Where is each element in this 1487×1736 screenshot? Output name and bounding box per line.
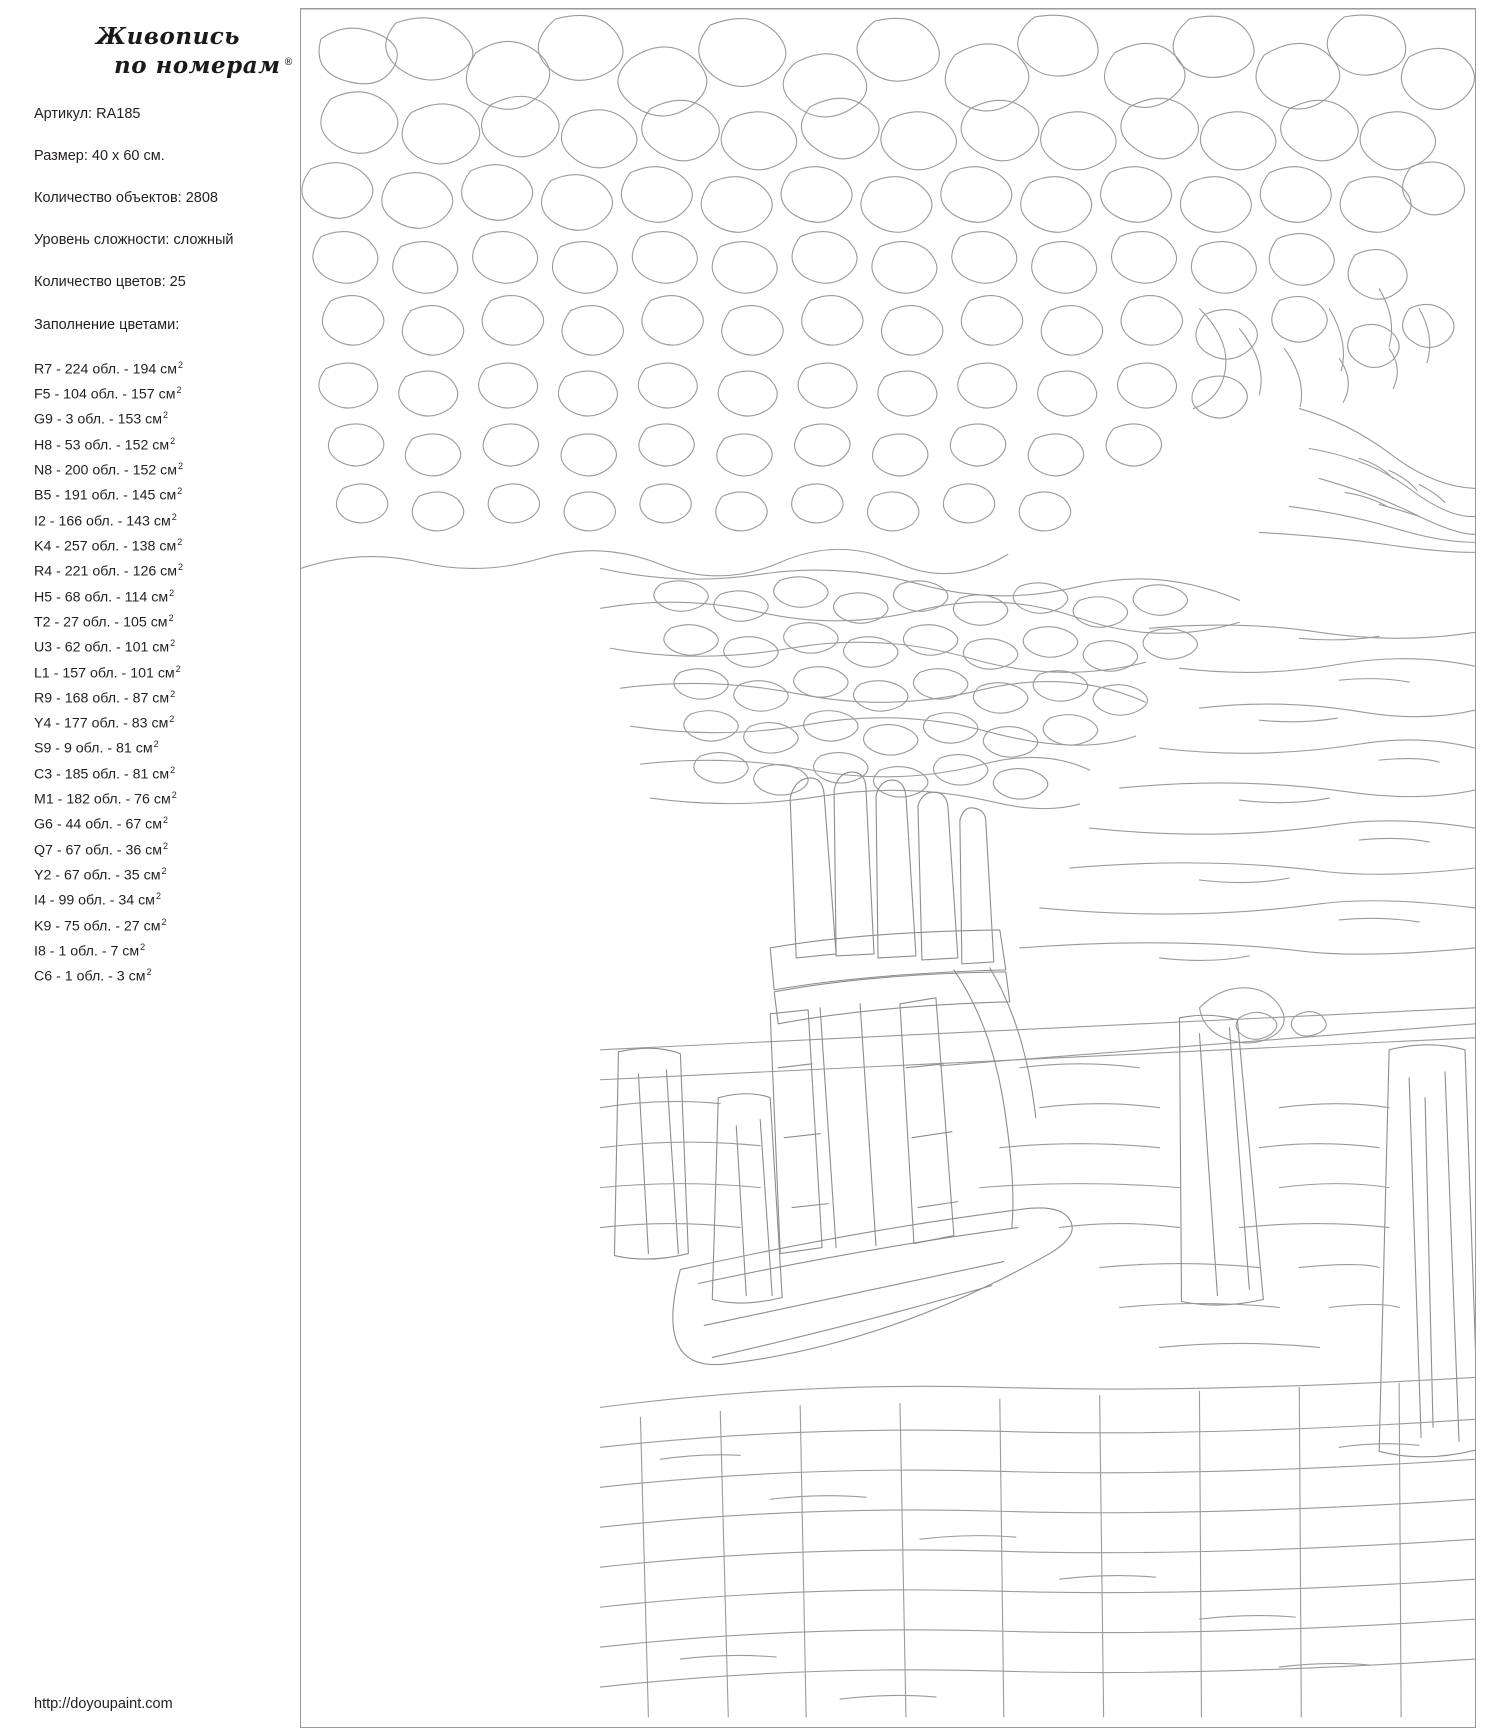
water-surface — [1020, 625, 1475, 960]
brand-logo — [34, 22, 320, 81]
color-legend-unit: 2 — [140, 942, 146, 953]
color-fill-title: Заполнение цветами: — [34, 316, 180, 333]
color-legend-item — [34, 583, 320, 608]
color-legend-unit: 2 — [170, 638, 176, 649]
dock-deck — [600, 1377, 1475, 1717]
color-legend-unit: 2 — [178, 562, 184, 573]
shore-texture — [600, 1064, 1399, 1348]
color-legend-item — [34, 532, 320, 557]
color-legend-text: M1 - 182 обл. - 76 см — [34, 791, 171, 808]
color-legend-text: C6 - 1 обл. - 3 см — [34, 969, 146, 986]
color-legend-unit: 2 — [177, 486, 183, 497]
color-legend-text: G9 - 3 обл. - 153 см — [34, 411, 163, 428]
meta-article: Артикул: RA185 — [34, 105, 141, 122]
info-sidebar — [0, 0, 330, 1736]
color-legend-unit: 2 — [175, 663, 181, 674]
color-legend-text: F5 - 104 обл. - 157 см — [34, 386, 176, 403]
color-legend-unit: 2 — [178, 460, 184, 471]
color-legend-text: B5 - 191 обл. - 145 см — [34, 487, 177, 504]
color-legend-item — [34, 886, 320, 911]
brand-line-2: по номерам — [114, 52, 281, 80]
color-legend-unit: 2 — [171, 790, 177, 801]
brand-line-1: Живопись — [96, 23, 240, 50]
artwork-canvas — [300, 8, 1476, 1728]
color-legend-item — [34, 380, 320, 405]
color-legend-unit: 2 — [153, 739, 159, 750]
color-legend-unit: 2 — [163, 815, 169, 826]
color-legend-item — [34, 608, 320, 633]
color-legend-list — [34, 355, 320, 988]
color-legend-unit: 2 — [146, 967, 152, 978]
color-legend-unit: 2 — [178, 359, 184, 370]
meta-colors-count: Количество цветов: 25 — [34, 273, 186, 290]
color-legend-unit: 2 — [171, 511, 177, 522]
color-legend-item — [34, 937, 320, 962]
color-legend-text: U3 - 62 обл. - 101 см — [34, 639, 170, 656]
color-legend-item — [34, 912, 320, 937]
color-legend-item — [34, 861, 320, 886]
color-legend-text: Y2 - 67 обл. - 35 см — [34, 867, 161, 884]
adirondack-chair — [770, 772, 1036, 1253]
color-legend-text: Q7 - 67 обл. - 36 см — [34, 842, 163, 859]
color-legend-item — [34, 709, 320, 734]
color-legend-unit: 2 — [163, 840, 169, 851]
color-legend-unit: 2 — [170, 688, 176, 699]
dock-post-center — [1180, 1015, 1264, 1305]
color-legend-text: S9 - 9 обл. - 81 см — [34, 741, 153, 758]
color-legend-item — [34, 684, 320, 709]
color-legend-unit: 2 — [161, 916, 167, 927]
meta-size: Размер: 40 x 60 см. — [34, 147, 165, 164]
chair-front-leg — [770, 1010, 822, 1254]
meta-objects: Количество объектов: 2808 — [34, 189, 218, 206]
color-legend-item — [34, 734, 320, 759]
color-legend-text: I4 - 99 обл. - 34 см — [34, 893, 155, 910]
color-legend-text: L1 - 157 обл. - 101 см — [34, 665, 175, 682]
color-legend-unit: 2 — [163, 410, 169, 421]
dock-post-right — [1379, 1045, 1475, 1457]
rocky-bank — [600, 568, 1239, 808]
color-legend-text: I8 - 1 обл. - 7 см — [34, 943, 140, 960]
background-shore — [1259, 409, 1475, 553]
color-legend-text: R7 - 224 обл. - 194 см — [34, 361, 178, 378]
color-legend-item — [34, 456, 320, 481]
color-legend-unit: 2 — [169, 714, 175, 725]
color-legend-text: C3 - 185 обл. - 81 см — [34, 766, 170, 783]
color-legend-text: I2 - 166 обл. - 143 см — [34, 513, 171, 530]
color-legend-unit: 2 — [176, 384, 182, 395]
color-legend-text: R4 - 221 обл. - 126 см — [34, 563, 178, 580]
meta-difficulty: Уровень сложности: сложный — [34, 231, 234, 248]
color-legend-item — [34, 760, 320, 785]
foliage-canopy — [301, 9, 1475, 576]
color-legend-unit: 2 — [177, 536, 183, 547]
color-legend-item — [34, 836, 320, 861]
canoe — [673, 1208, 1072, 1365]
color-legend-text: K4 - 257 обл. - 138 см — [34, 538, 177, 555]
color-legend-item — [34, 557, 320, 582]
line-art-drawing — [301, 9, 1475, 1727]
color-legend-item — [34, 481, 320, 506]
registered-mark: ® — [283, 56, 295, 68]
color-legend-unit: 2 — [168, 612, 174, 623]
color-legend-item — [34, 810, 320, 835]
color-legend-unit: 2 — [155, 891, 161, 902]
color-legend-item — [34, 633, 320, 658]
color-legend-text: H8 - 53 обл. - 152 см — [34, 437, 170, 454]
color-legend-unit: 2 — [170, 435, 176, 446]
chair-seat — [770, 930, 1006, 990]
color-legend-unit: 2 — [161, 866, 167, 877]
dock-posts — [614, 1015, 1475, 1457]
color-legend-text: G6 - 44 обл. - 67 см — [34, 817, 163, 834]
color-legend-text: N8 - 200 обл. - 152 см — [34, 462, 178, 479]
color-legend-item — [34, 431, 320, 456]
color-legend-item — [34, 962, 320, 987]
color-legend-text: T2 - 27 обл. - 105 см — [34, 614, 168, 631]
color-legend-item — [34, 785, 320, 810]
color-legend-unit: 2 — [170, 764, 176, 775]
color-legend-unit: 2 — [169, 587, 175, 598]
color-legend-text: H5 - 68 обл. - 114 см — [34, 589, 169, 606]
color-legend-text: K9 - 75 обл. - 27 см — [34, 918, 161, 935]
color-legend-item — [34, 659, 320, 684]
color-legend-text: Y4 - 177 обл. - 83 см — [34, 715, 169, 732]
product-meta — [34, 107, 320, 333]
chair-arm-support — [954, 970, 1013, 1228]
color-legend-item — [34, 507, 320, 532]
color-legend-item — [34, 405, 320, 430]
color-legend-item — [34, 355, 320, 380]
color-legend-text: R9 - 168 обл. - 87 см — [34, 690, 170, 707]
dock-post-left — [614, 1048, 688, 1259]
dock-post-left-2 — [712, 1094, 782, 1303]
website-url: http://doyoupaint.com — [34, 1696, 173, 1712]
